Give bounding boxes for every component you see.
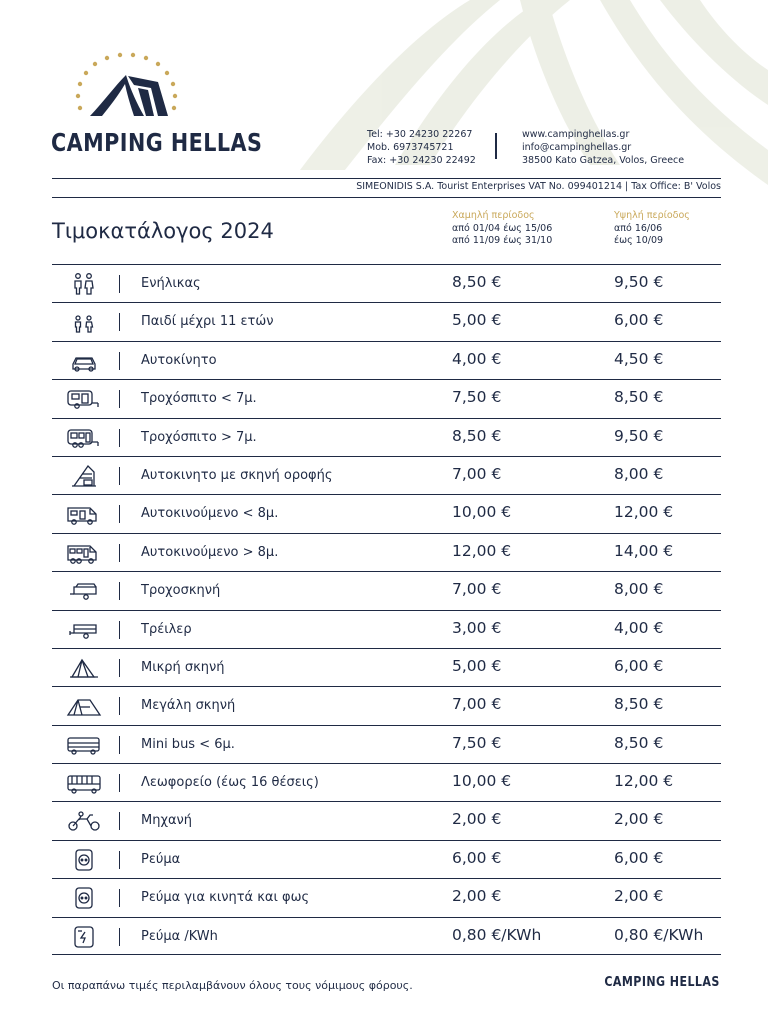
minibus-icon: [66, 733, 102, 757]
high-season-header: [614, 210, 690, 248]
row-divider: [119, 928, 120, 946]
caravan-large-icon: [66, 426, 102, 450]
contact-mob: Mob. 6973745721: [367, 142, 454, 153]
table-row: [52, 341, 721, 379]
table-row: [52, 379, 721, 417]
motorhome-large-icon: [66, 541, 102, 565]
row-divider: [119, 812, 120, 830]
bus-icon: [66, 771, 102, 795]
contact-website[interactable]: www.campinghellas.gr: [522, 129, 630, 140]
row-label: Αυτοκίνητο: [141, 352, 217, 368]
row-label: Τροχοσκηνή: [141, 583, 221, 599]
row-label: Αυτοκινητο με σκηνή οροφής: [141, 467, 333, 483]
roof-tent-icon: [66, 464, 102, 488]
row-label: Μικρή σκηνή: [141, 659, 225, 675]
row-label: Μηχανή: [141, 813, 193, 829]
row-label: Αυτοκινούμενο > 8μ.: [141, 544, 279, 560]
motorhome-icon: [66, 502, 102, 526]
power-socket-icon: [66, 848, 102, 872]
children-icon: [66, 310, 102, 334]
low-season-price: 8,50 €: [452, 426, 502, 445]
table-row: [52, 763, 721, 801]
row-label: Παιδί μέχρι 11 ετών: [141, 314, 274, 330]
low-season-name: Χαμηλή περίοδος: [452, 210, 535, 221]
table-row: [52, 878, 721, 916]
table-row: [52, 917, 721, 955]
high-season-price: 14,00 €: [614, 541, 674, 560]
low-season-price: 10,00 €: [452, 503, 512, 522]
high-season-range-2: έως 10/09: [614, 235, 664, 246]
price-table: [52, 264, 721, 955]
low-season-price: 5,00 €: [452, 311, 502, 330]
adults-icon: [66, 272, 102, 296]
row-divider: [119, 544, 120, 562]
high-season-price: 12,00 €: [614, 503, 674, 522]
high-season-price: 0,80 €/KWh: [614, 925, 704, 944]
high-season-price: 9,50 €: [614, 426, 664, 445]
kwh-meter-icon: [66, 925, 102, 949]
low-season-range-2: από 11/09 έως 31/10: [452, 235, 553, 246]
contact-web: [522, 128, 684, 167]
row-divider: [119, 313, 120, 331]
row-divider: [119, 851, 120, 869]
table-row: [52, 264, 721, 302]
trailer-tent-icon: [66, 579, 102, 603]
row-label: Μεγάλη σκηνή: [141, 698, 236, 714]
row-label: Τρέιλερ: [141, 621, 192, 637]
large-tent-icon: [66, 694, 102, 718]
table-row: [52, 418, 721, 456]
row-divider: [119, 889, 120, 907]
page-title: Τιμοκατάλογος 2024: [52, 219, 274, 243]
low-season-price: 7,50 €: [452, 733, 502, 752]
caravan-icon: [66, 387, 102, 411]
car-icon: [66, 349, 102, 373]
high-season-price: 8,50 €: [614, 388, 664, 407]
high-season-price: 4,50 €: [614, 349, 664, 368]
high-season-price: 8,50 €: [614, 733, 664, 752]
low-season-price: 10,00 €: [452, 772, 512, 791]
contact-address: 38500 Kato Gatzea, Volos, Greece: [522, 155, 685, 166]
row-divider: [119, 390, 120, 408]
high-season-price: 4,00 €: [614, 618, 664, 637]
low-season-price: 7,00 €: [452, 695, 502, 714]
footer-logo-wordmark: CAMPING HELLAS: [604, 975, 720, 990]
table-row: [52, 648, 721, 686]
row-label: Λεωφορείο (έως 16 θέσεις): [141, 775, 319, 791]
high-season-price: 2,00 €: [614, 810, 664, 829]
low-season-price: 2,00 €: [452, 887, 502, 906]
row-label: Ρεύμα για κινητά και φως: [141, 890, 310, 906]
high-season-price: 9,50 €: [614, 273, 664, 291]
row-divider: [119, 697, 120, 715]
row-label: Mini bus < 6μ.: [141, 736, 235, 752]
table-row: [52, 610, 721, 648]
table-row: [52, 494, 721, 532]
table-row: [52, 533, 721, 571]
low-season-price: 5,00 €: [452, 656, 502, 675]
trailer-icon: [66, 618, 102, 642]
row-label: Ενήλικας: [141, 276, 201, 291]
high-season-price: 8,50 €: [614, 695, 664, 714]
high-season-price: 6,00 €: [614, 311, 664, 330]
high-season-price: 6,00 €: [614, 656, 664, 675]
row-divider: [119, 659, 120, 677]
company-info-line: SIMEONIDIS S.A. Tourist Enterprises VAT No. 099401214 | Tax Office: B' Volos: [356, 181, 721, 192]
contact-divider: [495, 133, 497, 159]
row-label: Αυτοκινούμενο < 8μ.: [141, 506, 279, 522]
contact-tel: Tel: +30 24230 22267: [367, 129, 473, 140]
low-season-price: 2,00 €: [452, 810, 502, 829]
contact-email[interactable]: info@campinghellas.gr: [522, 142, 632, 153]
high-season-range-1: από 16/06: [614, 222, 663, 234]
header-rule-bottom: [52, 197, 721, 198]
low-season-price: 7,50 €: [452, 388, 502, 407]
table-row: [52, 840, 721, 878]
low-season-price: 8,50 €: [452, 273, 502, 291]
tax-footnote: Οι παραπάνω τιμές περιλαμβάνουν όλους τους νόμιμους φόρους.: [52, 979, 413, 992]
high-season-price: 12,00 €: [614, 772, 674, 791]
low-season-price: 12,00 €: [452, 541, 512, 560]
row-label: Ρεύμα: [141, 851, 181, 867]
high-season-price: 2,00 €: [614, 887, 664, 906]
small-tent-icon: [66, 656, 102, 680]
low-season-price: 3,00 €: [452, 618, 502, 637]
high-season-name: Υψηλή περίοδος: [614, 210, 690, 221]
low-season-price: 0,80 €/KWh: [452, 925, 542, 944]
row-label: Ρεύμα /KWh: [141, 928, 218, 944]
low-season-header: [452, 210, 552, 248]
row-divider: [119, 429, 120, 447]
row-label: Τροχόσπιτο < 7μ.: [141, 391, 257, 407]
header-rule-top: [52, 178, 721, 179]
contact-phones: [367, 128, 476, 167]
table-row: [52, 456, 721, 494]
low-season-price: 7,00 €: [452, 464, 502, 483]
high-season-price: 8,00 €: [614, 464, 664, 483]
table-row: [52, 801, 721, 839]
row-divider: [119, 467, 120, 485]
motorcycle-icon: [66, 809, 102, 833]
low-season-range-1: από 01/04 έως 15/06: [452, 222, 553, 234]
high-season-price: 8,00 €: [614, 580, 664, 599]
row-divider: [119, 774, 120, 792]
table-row: [52, 725, 721, 763]
contact-fax: Fax: +30 24230 22492: [367, 155, 476, 166]
logo-wordmark: CAMPING HELLAS: [51, 128, 263, 157]
row-divider: [119, 621, 120, 639]
low-season-price: 6,00 €: [452, 848, 502, 867]
low-season-price: 4,00 €: [452, 349, 502, 368]
row-divider: [119, 352, 120, 370]
table-row: [52, 302, 721, 340]
low-season-price: 7,00 €: [452, 580, 502, 599]
row-divider: [119, 582, 120, 600]
high-season-price: 6,00 €: [614, 848, 664, 867]
row-divider: [119, 736, 120, 754]
power-socket-small-icon: [66, 886, 102, 910]
table-row: [52, 571, 721, 609]
row-divider: [119, 275, 120, 293]
tent-mark-icon: [90, 75, 168, 116]
row-divider: [119, 505, 120, 523]
row-label: Τροχόσπιτο > 7μ.: [141, 429, 257, 445]
table-row: [52, 686, 721, 724]
